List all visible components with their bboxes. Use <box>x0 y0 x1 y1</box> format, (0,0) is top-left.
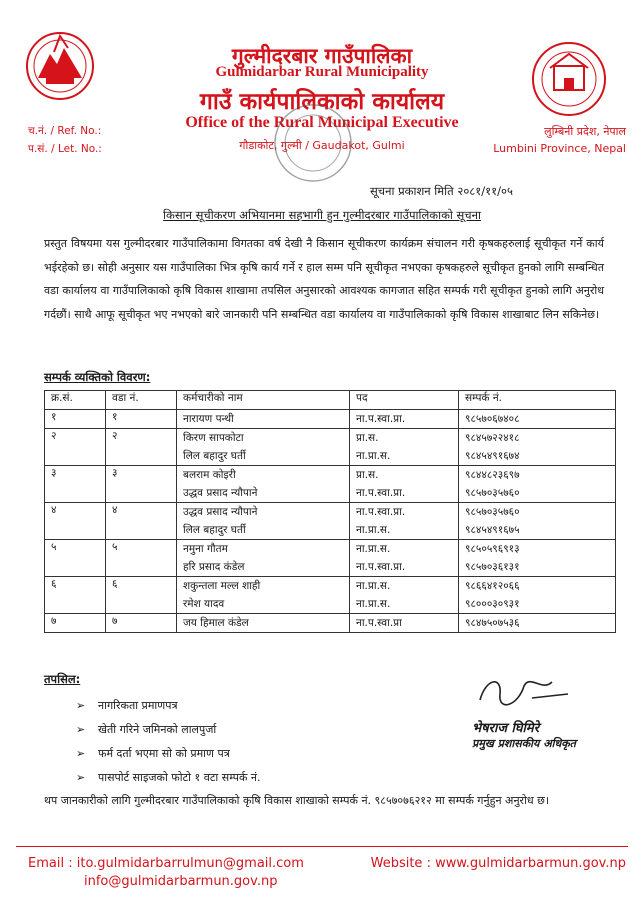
cell-name <box>177 429 350 466</box>
signatory-title: प्रमुख प्रशासकीय अधिकृत <box>472 737 576 750</box>
signature-block <box>472 672 622 751</box>
staff-post: ना.प.स्वा.प्रा. <box>356 413 406 425</box>
staff-post: ना.प्रा.स. <box>356 543 391 555</box>
notice-subject: किसान सूचीकरण अभियानमा सहभागी हुन गुल्मीदरबार गाउँपालिकाको सूचना <box>163 208 481 222</box>
footer-website <box>371 856 626 871</box>
staff-phone: ९८४५७२२४१८ <box>465 432 520 444</box>
office-address: गौडाकोट, गुल्मी / Gaudakot, Gulmi <box>239 139 405 152</box>
cell-phone <box>459 503 616 540</box>
signatory-name: भेषराज घिमिरे <box>472 721 540 736</box>
cell-sn: १ <box>45 410 106 429</box>
staff-post: ना.प.स्वा.प्रा. <box>356 487 406 499</box>
cell-post <box>350 429 459 466</box>
cell-post <box>350 410 459 429</box>
staff-name: लिल बहादुर घर्ती <box>183 524 246 536</box>
email-link-2[interactable]: info@gulmidarbarmun.gov.np <box>84 874 278 889</box>
list-item <box>76 722 216 737</box>
staff-name: नारायण पन्थी <box>183 413 234 425</box>
arrow-bullet-icon: ➢ <box>76 747 86 760</box>
staff-name: जय हिमाल कंडेल <box>183 617 249 629</box>
cell-ward: २ <box>106 429 177 466</box>
staff-name: किरण सापकोटा <box>183 432 244 444</box>
publication-date: सूचना प्रकाशन मिति २०८१/११/०५ <box>370 184 513 198</box>
staff-phone: ९८४७५०७५३६ <box>465 617 520 629</box>
municipality-name-english: Gulmidarbar Rural Municipality <box>215 64 429 80</box>
annex-item-text: खेती गरिने जमिनको लालपुर्जा <box>98 723 217 736</box>
staff-post: ना.प्रा.स. <box>356 580 391 592</box>
arrow-bullet-icon: ➢ <box>76 771 86 784</box>
letter-no-label: प.सं. / Let. No.: <box>28 143 102 155</box>
cell-post <box>350 503 459 540</box>
email-link-1[interactable]: ito.gulmidarbarrulmun@gmail.com <box>76 856 304 871</box>
cell-ward: ५ <box>106 540 177 577</box>
handwritten-signature <box>472 672 582 712</box>
table-row <box>45 466 616 503</box>
cell-sn: २ <box>45 429 106 466</box>
staff-phone: ९८०००३०९३१ <box>465 598 520 610</box>
staff-post: ना.प्रा.स. <box>356 598 391 610</box>
staff-name: उद्धव प्रसाद न्यौपाने <box>183 487 258 499</box>
cell-post <box>350 577 459 614</box>
email-label: Email : <box>28 856 73 871</box>
office-name-nepali: गाउँ कार्यपालिकाको कार्यालय <box>199 89 445 115</box>
cell-phone <box>459 577 616 614</box>
list-item <box>76 746 230 761</box>
cell-name <box>177 540 350 577</box>
staff-post: ना.प्रा.स. <box>356 450 391 462</box>
staff-name: हरि प्रसाद कंडेल <box>183 561 245 573</box>
staff-phone: ९८५७०६७४०८ <box>465 413 520 425</box>
cell-post <box>350 466 459 503</box>
staff-phone: ९८४५४९१६७४ <box>465 450 520 462</box>
cell-sn: ५ <box>45 540 106 577</box>
ref-no-label: च.नं. / Ref. No.: <box>28 125 102 137</box>
website-link[interactable]: www.gulmidarbarmun.gov.np <box>435 856 626 871</box>
table-row <box>45 540 616 577</box>
annex-item-text: फर्म दर्ता भएमा सो को प्रमाण पत्र <box>98 747 230 760</box>
closing-text: थप जानकारीको लागि गुल्मीदरबार गाउँपालिकाको कृषि विकास शाखाको सम्पर्क नं. ९८५७०७६२१२ मा सम्पर्क गर्नुहुन अनुरोध छ। <box>44 794 550 807</box>
annex-item-text: नागरिकता प्रमाणपत्र <box>98 699 178 712</box>
cell-sn: ६ <box>45 577 106 614</box>
cell-ward: ७ <box>106 614 177 633</box>
cell-name <box>177 466 350 503</box>
cell-sn: ७ <box>45 614 106 633</box>
col-ward: वडा नं. <box>106 391 177 410</box>
cell-ward: ३ <box>106 466 177 503</box>
footer-email <box>28 856 304 871</box>
cell-phone <box>459 466 616 503</box>
cell-name <box>177 503 350 540</box>
annex-item-text: पासपोर्ट साइजको फोटो १ वटा सम्पर्क नं. <box>98 771 261 784</box>
staff-phone: ९८५०५९६९१३ <box>465 543 520 555</box>
table-row <box>45 429 616 466</box>
staff-name: लिल बहादुर घर्ती <box>183 450 246 462</box>
office-name-english: Office of the Rural Municipal Executive <box>185 114 459 131</box>
staff-phone: ९८५७०३५७६० <box>465 506 520 518</box>
cell-ward: १ <box>106 410 177 429</box>
table-row <box>45 503 616 540</box>
arrow-bullet-icon: ➢ <box>76 699 86 712</box>
cell-name <box>177 577 350 614</box>
cell-ward: ४ <box>106 503 177 540</box>
annex-heading: तपसिल: <box>44 672 81 686</box>
notice-body: प्रस्तुत विषयमा यस गुल्मीदरबार गाउँपालिकामा विगतका वर्ष देखी नै किसान सूचीकरण कार्यक्रम संचालन गरी कृषकहरुलाई सूचीकृत गर्ने कार्य भईरहेको छ। सोही अनुसार यस गाउँपालिका भित्र कृषि कार्य गर्ने र हाल सम्म पनि सूचीकृत नभएका कृषकहरुले सूचीकृत हुनको लागि सम्बन्धित वडा कार्यालय वा गाउँपालिकाको कृषि विकास शाखामा तपसिल अनुसारको आवश्यक कागजात सहित सम्पर्क गरी सूचीकृत हुनको लागि अनुरोध गर्दछौं। साथै आफू सूचीकृत भए नभएको बारे जानकारी पनि सम्बन्धित वडा कार्यालय वा गाउँपालिकाको कृषि विकास शाखाबाट लिन सकिनेछ। <box>44 237 604 321</box>
staff-post: ना.प.स्वा.प्रा <box>356 617 402 629</box>
staff-post: ना.प्रा.स. <box>356 524 391 536</box>
cell-name <box>177 410 350 429</box>
staff-post: ना.प.स्वा.प्रा. <box>356 561 406 573</box>
province-english: Lumbini Province, Nepal <box>493 142 626 155</box>
footer-divider <box>16 846 628 847</box>
contacts-table <box>44 390 616 633</box>
staff-phone: ९८४५४९१६७५ <box>465 524 520 536</box>
staff-name: रमेश यादव <box>183 598 225 610</box>
list-item <box>76 698 178 713</box>
staff-phone: ९८५७०३६१३१ <box>465 561 520 573</box>
staff-name: नमुना गौतम <box>183 543 228 555</box>
cell-post <box>350 540 459 577</box>
cell-phone <box>459 410 616 429</box>
col-phone: सम्पर्क नं. <box>459 391 616 410</box>
staff-post: प्रा.स. <box>356 469 379 481</box>
col-name: कर्मचारीको नाम <box>177 391 350 410</box>
staff-name: बलराम कोइरी <box>183 469 236 481</box>
table-row <box>45 614 616 633</box>
province-nepali: लुम्बिनी प्रदेश, नेपाल <box>544 125 626 138</box>
cell-phone <box>459 614 616 633</box>
cell-sn: ४ <box>45 503 106 540</box>
arrow-bullet-icon: ➢ <box>76 723 86 736</box>
cell-post <box>350 614 459 633</box>
staff-name: उद्धव प्रसाद न्यौपाने <box>183 506 258 518</box>
table-row <box>45 577 616 614</box>
cell-ward: ६ <box>106 577 177 614</box>
cell-phone <box>459 429 616 466</box>
list-item <box>76 770 261 785</box>
table-row <box>45 410 616 429</box>
cell-sn: ३ <box>45 466 106 503</box>
website-label: Website : <box>370 856 431 871</box>
cell-phone <box>459 540 616 577</box>
contacts-heading: सम्पर्क व्यक्तिको विवरण: <box>44 370 151 384</box>
staff-name: शकुन्तला मल्ल शाही <box>183 580 261 592</box>
cell-name <box>177 614 350 633</box>
staff-phone: ९८५७०३५७६० <box>465 487 520 499</box>
municipality-name-nepali: गुल्मीदरबार गाउँपालिका <box>231 44 413 68</box>
col-sn: क्र.सं. <box>45 391 106 410</box>
office-stamp <box>268 100 358 186</box>
staff-post: ना.प.स्वा.प्रा. <box>356 506 406 518</box>
staff-phone: ९८६६४१२०६६ <box>465 580 520 592</box>
staff-post: प्रा.स. <box>356 432 379 444</box>
staff-phone: ९८४४८२३६९७ <box>465 469 520 481</box>
table-header-row <box>45 391 616 410</box>
col-post: पद <box>350 391 459 410</box>
